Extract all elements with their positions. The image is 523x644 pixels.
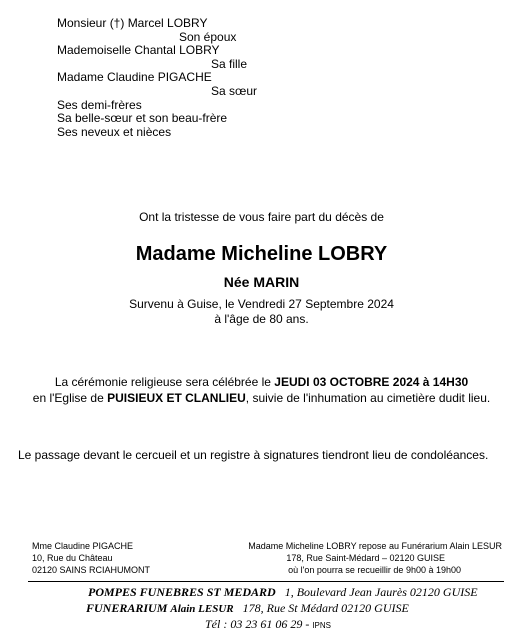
company-2-address: 178, Rue St Médard 02120 GUISE: [242, 601, 409, 615]
family-member: Ses neveux et nièces: [57, 125, 172, 139]
phone-number: Tél : 03 23 61 06 29 -: [205, 617, 310, 631]
contact-city: 02120 SAINS RCIAHUMONT: [32, 565, 151, 575]
footer-company-1: [88, 585, 478, 599]
ceremony-text: La cérémonie religieuse sera célébrée le: [54, 375, 275, 389]
contact-street: 10, Rue du Château: [32, 553, 113, 563]
deceased-name: Madame Micheline LOBRY: [135, 243, 388, 265]
family-member: Monsieur (†) Marcel LOBRY: [57, 16, 208, 30]
contact-name: Mme Claudine PIGACHE: [32, 541, 134, 551]
family-member: Ses demi-frères: [57, 98, 142, 112]
footer-company-2: [86, 601, 409, 616]
printer-mark: IPNS: [312, 621, 331, 630]
repose-line-3: où l'on pourra se recueillir de 9h00 à 19h00: [288, 565, 461, 575]
ceremony-line-2: [0, 391, 523, 405]
footer-divider: [28, 581, 504, 582]
footer-phone-line: [205, 617, 331, 633]
family-member: Sa belle-sœur et son beau-frère: [57, 111, 228, 125]
repose-line-2: 178, Rue Saint-Médard – 02120 GUISE: [286, 553, 445, 563]
ceremony-line-1: [0, 375, 523, 389]
church-name: PUISIEUX ET CLANLIEU: [107, 391, 246, 405]
ceremony-datetime: JEUDI 03 OCTOBRE 2024 à 14H30: [274, 375, 469, 389]
company-1-address: 1, Boulevard Jean Jaurès 02120 GUISE: [284, 585, 478, 599]
maiden-name: Née MARIN: [223, 274, 300, 290]
company-2-label: FUNERARIUM: [86, 601, 171, 615]
ceremony-text: , suivie de l'inhumation au cimetière dudit lieu.: [245, 391, 491, 405]
family-relation: Sa fille: [211, 57, 248, 71]
family-relation: Son époux: [179, 30, 237, 44]
company-2-name: Alain LESUR: [170, 603, 234, 615]
family-member: Mademoiselle Chantal LOBRY: [57, 43, 220, 57]
ceremony-text: en l'Eglise de: [32, 391, 108, 405]
family-relation: Sa sœur: [211, 84, 258, 98]
death-info: Survenu à Guise, le Vendredi 27 Septembre 2024: [129, 297, 394, 311]
condolences-note: Le passage devant le cercueil et un registre à signatures tiendront lieu de condoléances.: [18, 448, 489, 462]
age-info: à l'âge de 80 ans.: [214, 312, 309, 326]
family-member: Madame Claudine PIGACHE: [57, 70, 212, 84]
repose-line-1: Madame Micheline LOBRY repose au Funérarium Alain LESUR: [248, 541, 502, 551]
company-1-name: POMPES FUNEBRES ST MEDARD: [88, 585, 276, 599]
announcement-intro: Ont la tristesse de vous faire part du décès de: [139, 210, 384, 224]
